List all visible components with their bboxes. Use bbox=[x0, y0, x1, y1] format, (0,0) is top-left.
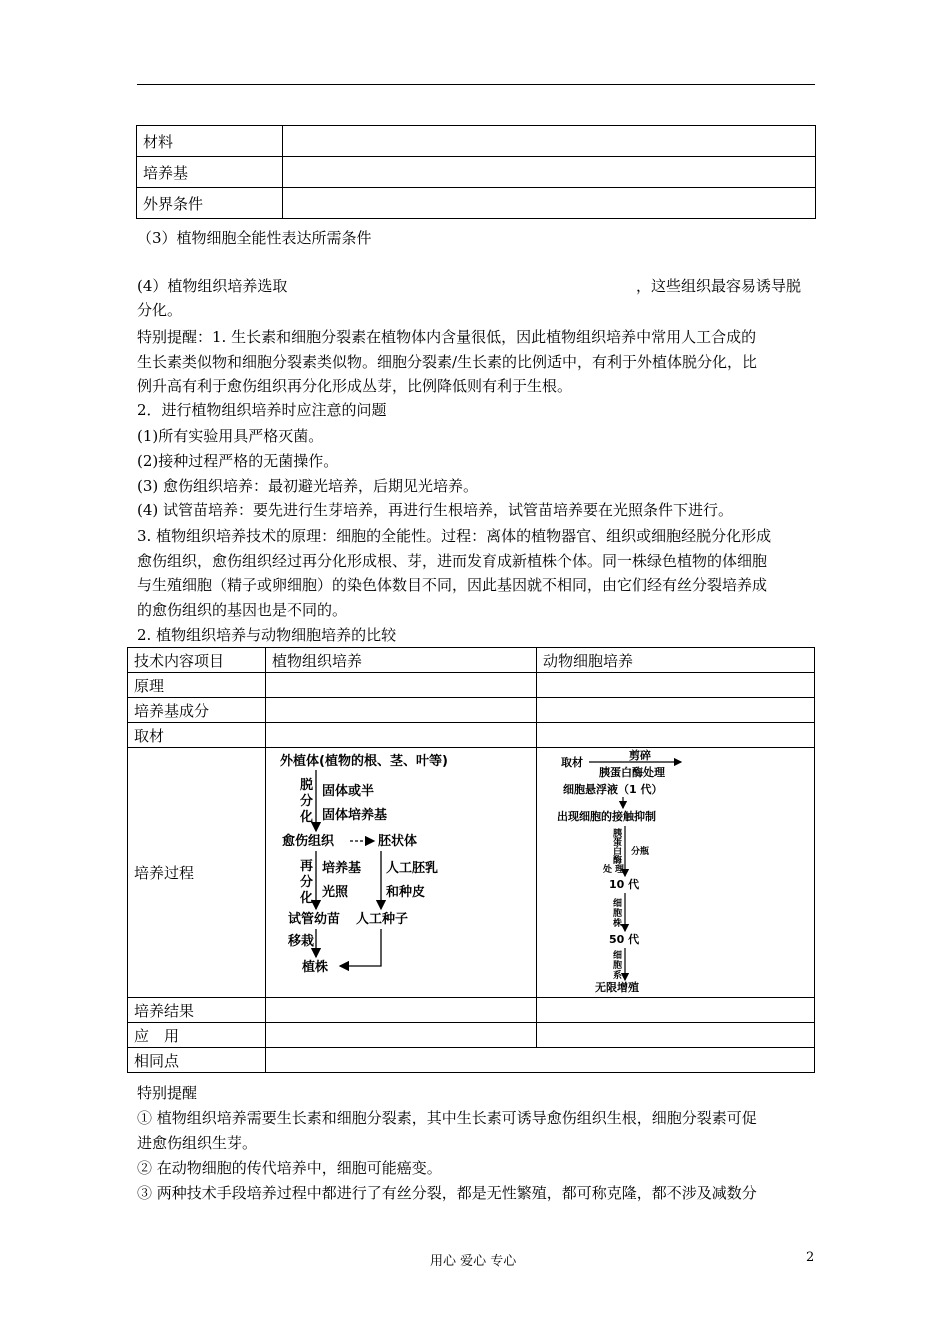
paragraph: (2)接种过程严格的无菌操作。 bbox=[137, 452, 339, 470]
arrow bbox=[340, 929, 381, 966]
conditions-table bbox=[136, 125, 816, 219]
paragraph: ② 在动物细胞的传代培养中，细胞可能癌变。 bbox=[137, 1159, 442, 1177]
paragraph: 愈伤组织，愈伤组织经过再分化形成根、芽，进而发育成新植株个体。同一株绿色植物的体细胞 bbox=[137, 552, 768, 570]
table-row bbox=[137, 126, 816, 157]
light-label: 光照 bbox=[322, 885, 349, 900]
comparison-table bbox=[127, 647, 815, 1073]
table-cell bbox=[537, 998, 815, 1023]
infinite-label: 无限增殖 bbox=[595, 981, 639, 993]
table-cell bbox=[266, 1023, 537, 1048]
table-cell: 培养结果 bbox=[128, 998, 266, 1023]
strain-vchar: 细 bbox=[613, 899, 623, 909]
cut-label: 剪碎 bbox=[629, 749, 651, 762]
table-cell bbox=[266, 698, 537, 723]
take-label: 取材 bbox=[561, 756, 583, 769]
embryoid-label: 胚状体 bbox=[378, 834, 418, 849]
table-header-cell: 植物组织培养 bbox=[266, 648, 537, 673]
table-cell: 取材 bbox=[128, 723, 266, 748]
explant-label: 外植体(植物的根、茎、叶等) bbox=[280, 754, 448, 769]
table-row bbox=[128, 1023, 815, 1048]
table-cell: 培养基成分 bbox=[128, 698, 266, 723]
table-header-cell: 技术内容项目 bbox=[128, 648, 266, 673]
paragraph: ③ 两种技术手段培养过程中都进行了有丝分裂，都是无性繁殖，都可称克隆，都不涉及减数分 bbox=[137, 1184, 757, 1202]
plant-label: 植株 bbox=[302, 960, 329, 975]
table-row bbox=[128, 998, 815, 1023]
plant-culture-diagram bbox=[266, 748, 536, 993]
table-cell bbox=[266, 1048, 815, 1073]
paragraph: 例升高有利于愈伤组织再分化形成丛芽，比例降低则有利于生根。 bbox=[137, 377, 573, 395]
table-row bbox=[128, 723, 815, 748]
table-cell bbox=[266, 673, 537, 698]
medium-label: 固体或半 bbox=[322, 784, 375, 799]
paragraph: 3. 植物组织培养技术的原理：细胞的全能性。过程：离体的植物器官、组织或细胞经脱分化形成 bbox=[137, 527, 772, 545]
paragraph: 生长素类似物和细胞分裂素类似物。细胞分裂素/生长素的比例适中，有利于外植体脱分化，比 bbox=[137, 353, 758, 371]
suspension-label: 细胞悬浮液（1 代） bbox=[563, 783, 663, 796]
dedif-char: 分 bbox=[300, 794, 314, 809]
line-vchar: 系 bbox=[613, 971, 623, 981]
paragraph: (4）植物组织培养选取 bbox=[137, 277, 288, 295]
table-cell bbox=[537, 698, 815, 723]
trypsin-vchar: 胰 bbox=[613, 829, 623, 839]
table-cell bbox=[283, 126, 816, 157]
artificial-label: 和种皮 bbox=[386, 885, 426, 900]
artificial-label: 人工胚乳 bbox=[386, 861, 439, 876]
animal-culture-diagram bbox=[537, 748, 813, 993]
table-cell: 培养基 bbox=[137, 157, 283, 188]
table-header-cell: 动物细胞培养 bbox=[537, 648, 815, 673]
strain-vchar: 胞 bbox=[613, 909, 623, 919]
trypsin-vchar: 酶 bbox=[613, 856, 623, 866]
transplant-label: 移栽 bbox=[288, 934, 315, 949]
table-cell bbox=[266, 998, 537, 1023]
gen50-label: 50 代 bbox=[609, 933, 640, 946]
paragraph: (4) 试管苗培养：要先进行生芽培养，再进行生根培养，试管苗培养要在光照条件下进行。 bbox=[137, 501, 734, 519]
paragraph: 的愈伤组织的基因也是不同的。 bbox=[137, 601, 348, 619]
table-header-row bbox=[128, 648, 815, 673]
table-cell: 外界条件 bbox=[137, 188, 283, 219]
callus-label: 愈伤组织 bbox=[282, 834, 335, 849]
table-row bbox=[128, 698, 815, 723]
medium-label: 培养基 bbox=[322, 861, 362, 876]
table-cell bbox=[537, 723, 815, 748]
paragraph: 进愈伤组织生芽。 bbox=[137, 1134, 258, 1152]
paragraph: ，这些组织最容易诱导脱 bbox=[636, 277, 802, 295]
table-cell: 应 用 bbox=[128, 1023, 266, 1048]
table-row bbox=[128, 673, 815, 698]
table-cell bbox=[266, 723, 537, 748]
footer-text: 用心 爱心 专心 bbox=[430, 1254, 517, 1269]
table-cell bbox=[537, 673, 815, 698]
table-row bbox=[137, 188, 816, 219]
table-cell bbox=[537, 1023, 815, 1048]
plant-process-cell bbox=[266, 748, 537, 998]
strain-vchar: 株 bbox=[613, 919, 623, 929]
paragraph: 与生殖细胞（精子或卵细胞）的染色体数目不同，因此基因就不相同，由它们经有丝分裂培养成 bbox=[137, 576, 768, 594]
paragraph: 特别提醒：1. 生长素和细胞分裂素在植物体内含量很低，因此植物组织培养中常用人工合成的 bbox=[137, 328, 757, 346]
trypsin-vchar: 白 bbox=[613, 847, 623, 857]
table-cell bbox=[283, 157, 816, 188]
trypsin-vchar: 蛋 bbox=[613, 838, 623, 848]
paragraph: (1)所有实验用具严格灭菌。 bbox=[137, 427, 324, 445]
section-heading: 2. 植物组织培养与动物细胞培养的比较 bbox=[137, 626, 397, 644]
table-row bbox=[128, 1048, 815, 1073]
redif-char: 再 bbox=[300, 859, 314, 874]
contact-label: 出现细胞的接触抑制 bbox=[557, 810, 656, 823]
section-heading: 2．进行植物组织培养时应注意的问题 bbox=[137, 401, 387, 419]
split-label: 分瓶 bbox=[631, 847, 650, 857]
trypsin-label: 胰蛋白酶处理 bbox=[599, 766, 665, 779]
line-vchar: 细 bbox=[613, 951, 623, 961]
gen10-label: 10 代 bbox=[609, 878, 640, 891]
redif-char: 分 bbox=[300, 875, 314, 890]
trypsin-vchar: 处 bbox=[603, 865, 613, 875]
medium-label: 固体培养基 bbox=[322, 808, 388, 823]
animal-process-cell bbox=[537, 748, 815, 998]
artificial-seed-label: 人工种子 bbox=[356, 912, 409, 927]
section-heading: 特别提醒 bbox=[137, 1084, 198, 1102]
table-cell: 培养过程 bbox=[128, 748, 266, 998]
dedif-char: 化 bbox=[300, 810, 314, 825]
paragraph: 分化。 bbox=[137, 301, 183, 319]
trypsin-vchar: 理 bbox=[615, 865, 625, 875]
table-cell: 原理 bbox=[128, 673, 266, 698]
table-cell: 材料 bbox=[137, 126, 283, 157]
paragraph: （3）植物细胞全能性表达所需条件 bbox=[137, 229, 372, 247]
top-rule bbox=[137, 84, 815, 85]
paragraph: (3) 愈伤组织培养：最初避光培养，后期见光培养。 bbox=[137, 477, 479, 495]
paragraph: ① 植物组织培养需要生长素和细胞分裂素，其中生长素可诱导愈伤组织生根，细胞分裂素可促 bbox=[137, 1109, 757, 1127]
seedling-label: 试管幼苗 bbox=[288, 912, 341, 927]
table-row bbox=[137, 157, 816, 188]
redif-char: 化 bbox=[300, 891, 314, 906]
line-vchar: 胞 bbox=[613, 961, 623, 971]
page-number: 2 bbox=[806, 1250, 815, 1265]
dedif-char: 脱 bbox=[300, 778, 314, 793]
table-row bbox=[128, 748, 815, 998]
table-cell: 相同点 bbox=[128, 1048, 266, 1073]
table-cell bbox=[283, 188, 816, 219]
